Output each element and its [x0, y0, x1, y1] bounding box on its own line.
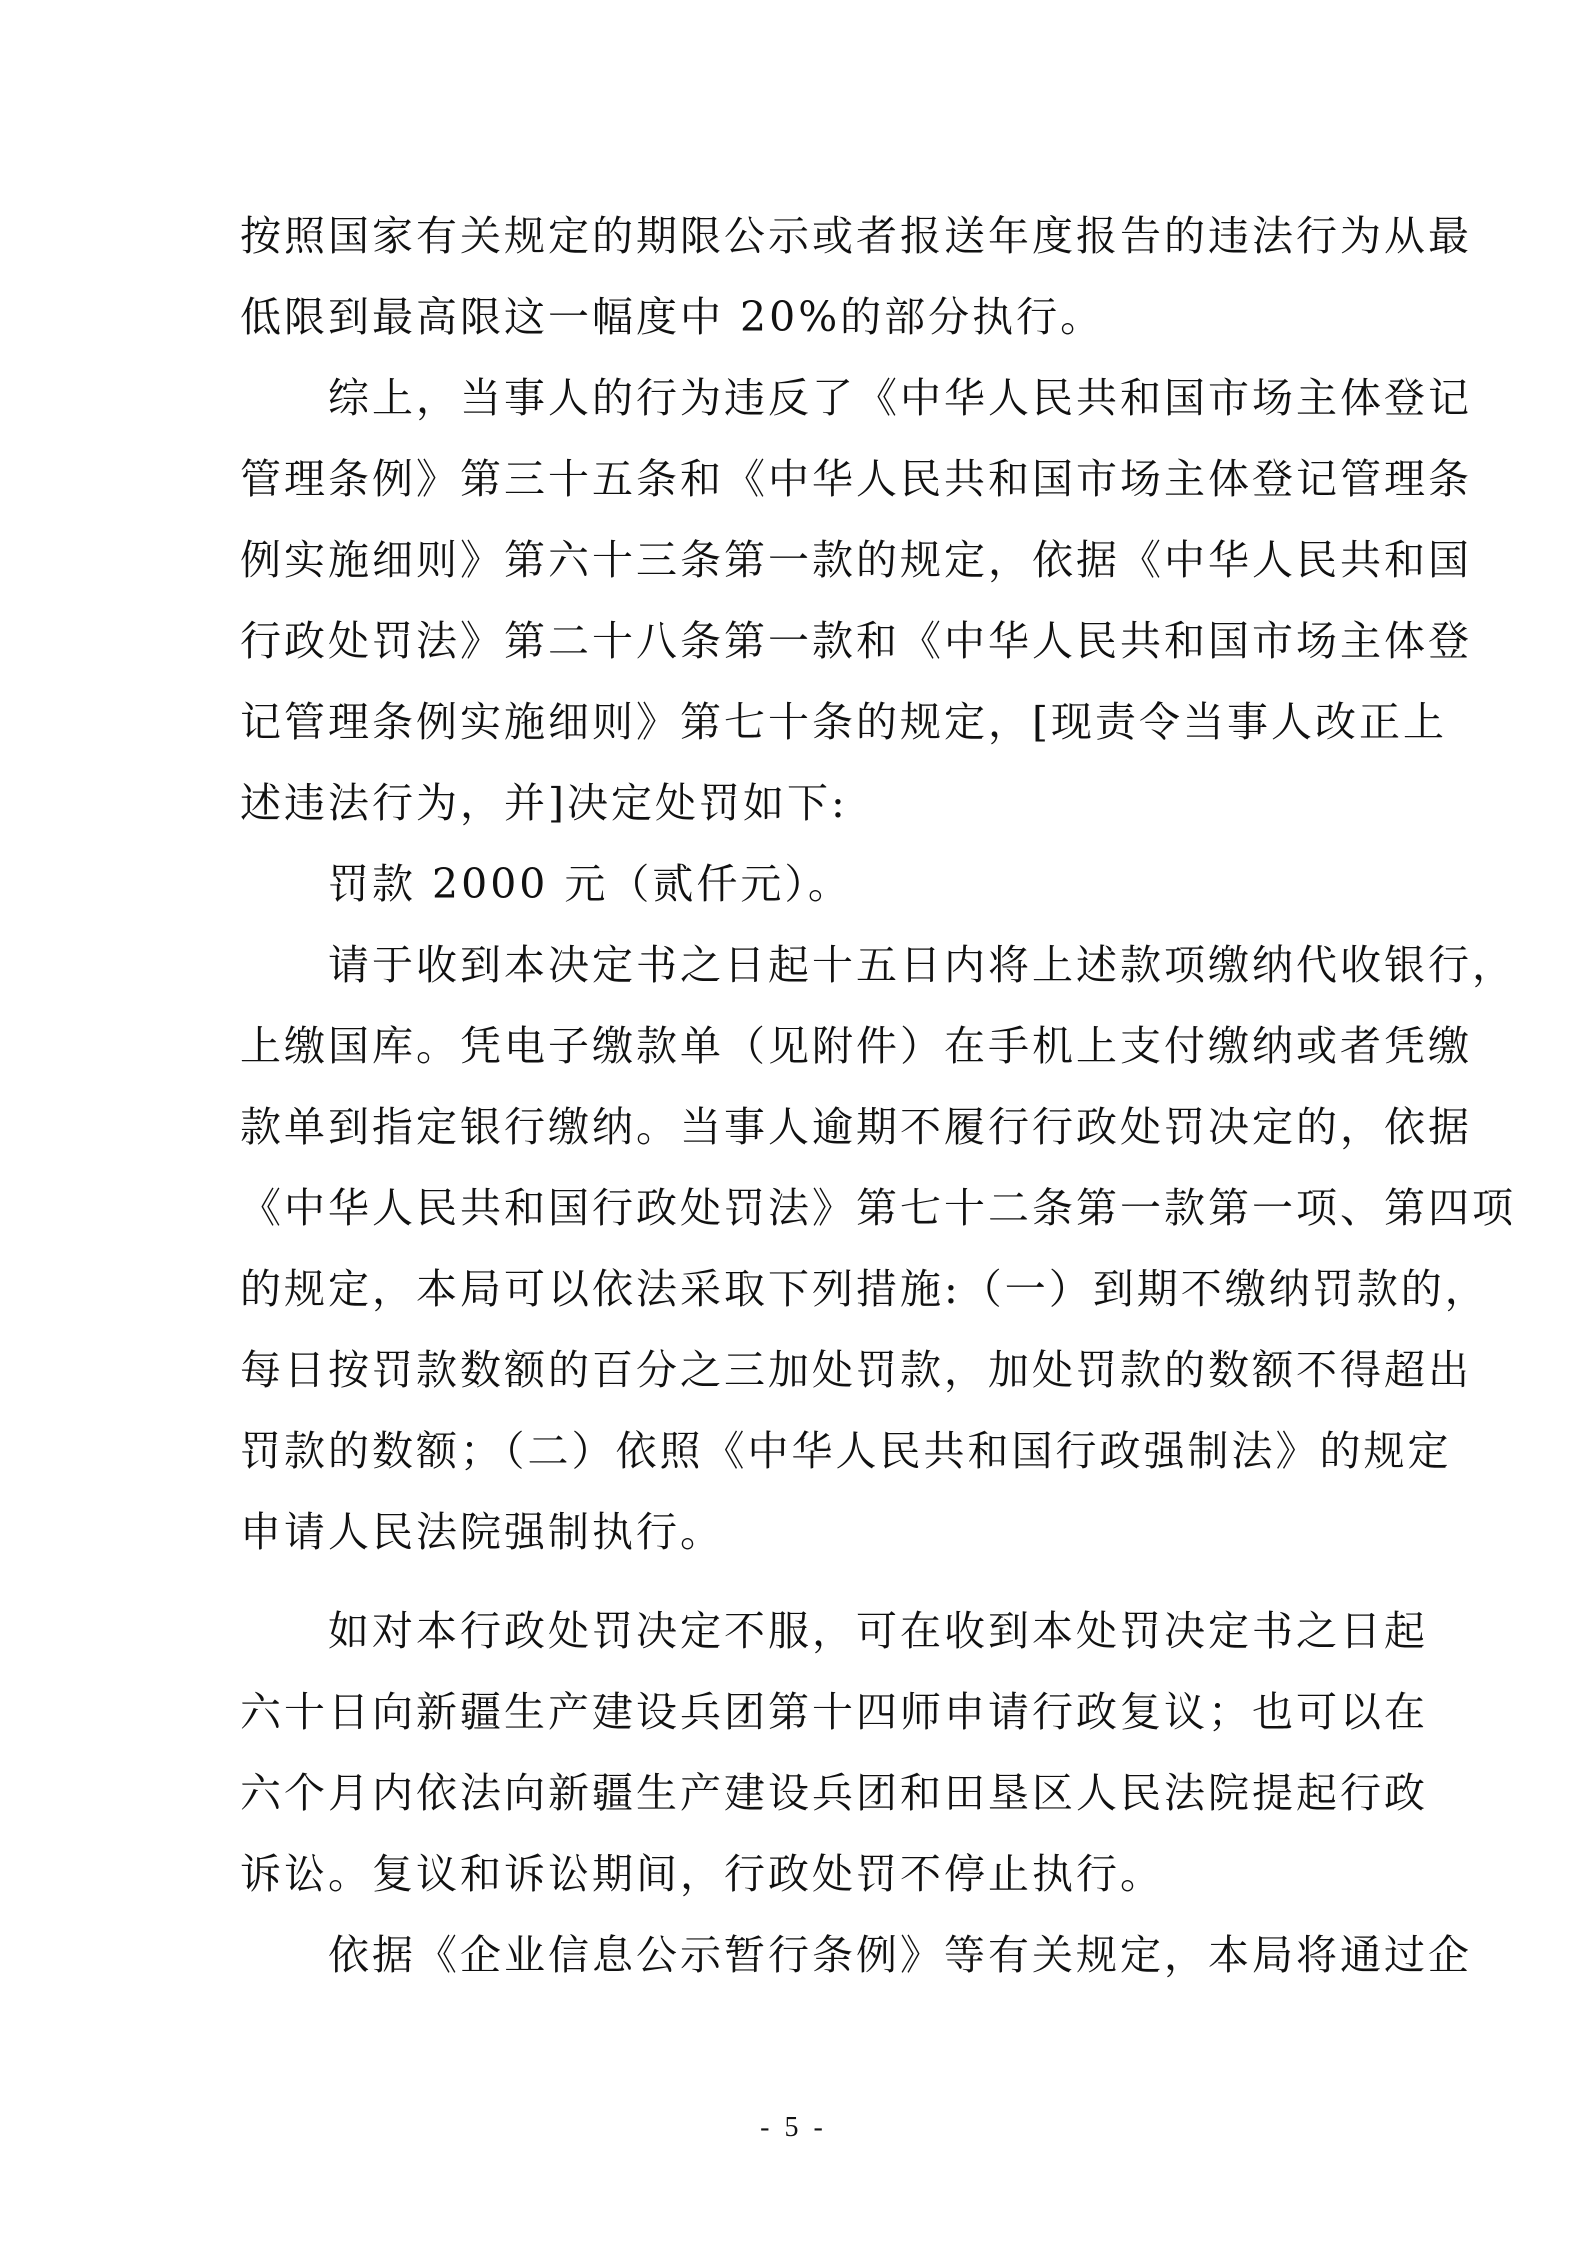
- text-line: 记管理条例实施细则》第七十条的规定，[现责令当事人改正上: [240, 698, 1447, 746]
- text-line: 每日按罚款数额的百分之三加处罚款，加处罚款的数额不得超出: [240, 1346, 1472, 1394]
- text-line: 请于收到本决定书之日起十五日内将上述款项缴纳代收银行，: [240, 941, 1516, 989]
- text-line: 按照国家有关规定的期限公示或者报送年度报告的违法行为从最: [240, 212, 1472, 260]
- document-body: [240, 196, 1516, 1996]
- text-line: 罚款的数额；（二）依照《中华人民共和国行政强制法》的规定: [240, 1427, 1452, 1475]
- text-line: 六十日向新疆生产建设兵团第十四师申请行政复议；也可以在: [240, 1688, 1428, 1736]
- text-line: 述违法行为，并]决定处罚如下:: [240, 779, 848, 827]
- paragraph-fine-amount: [240, 844, 1447, 925]
- text-line: 的规定，本局可以依法采取下列措施:（一）到期不缴纳罚款的，: [240, 1265, 1489, 1313]
- text-line: 管理条例》第三十五条和《中华人民共和国市场主体登记管理条: [240, 455, 1472, 503]
- paragraph-appeal-rights: [240, 1591, 1447, 1915]
- paragraph-payment-instructions: [240, 925, 1516, 1573]
- text-line: 诉讼。复议和诉讼期间，行政处罚不停止执行。: [240, 1850, 1164, 1898]
- text-line: 上缴国库。凭电子缴款单（见附件）在手机上支付缴纳或者凭缴: [240, 1022, 1472, 1070]
- text-line: 款单到指定银行缴纳。当事人逾期不履行行政处罚决定的，依据: [240, 1103, 1472, 1151]
- paragraph-public-disclosure: [240, 1915, 1472, 1996]
- text-line: 例实施细则》第六十三条第一款的规定，依据《中华人民共和国: [240, 536, 1472, 584]
- text-line: 六个月内依法向新疆生产建设兵团和田垦区人民法院提起行政: [240, 1769, 1428, 1817]
- page-number: - 5 -: [760, 2112, 827, 2143]
- text-line: 罚款 2000 元（贰仟元）。: [240, 860, 852, 908]
- text-line: 如对本行政处罚决定不服，可在收到本处罚决定书之日起: [240, 1607, 1428, 1655]
- text-line: 《中华人民共和国行政处罚法》第七十二条第一款第一项、第四项: [240, 1184, 1516, 1232]
- text-line: 综上，当事人的行为违反了《中华人民共和国市场主体登记: [240, 374, 1472, 422]
- paragraph-penalty-range: [240, 196, 1472, 358]
- text-line: 低限到最高限这一幅度中 20%的部分执行。: [240, 293, 1105, 341]
- text-line: 依据《企业信息公示暂行条例》等有关规定，本局将通过企: [240, 1931, 1472, 1979]
- text-line: 行政处罚法》第二十八条第一款和《中华人民共和国市场主体登: [240, 617, 1472, 665]
- paragraph-violation-summary: [240, 358, 1472, 844]
- text-line: 申请人民法院强制执行。: [240, 1508, 724, 1556]
